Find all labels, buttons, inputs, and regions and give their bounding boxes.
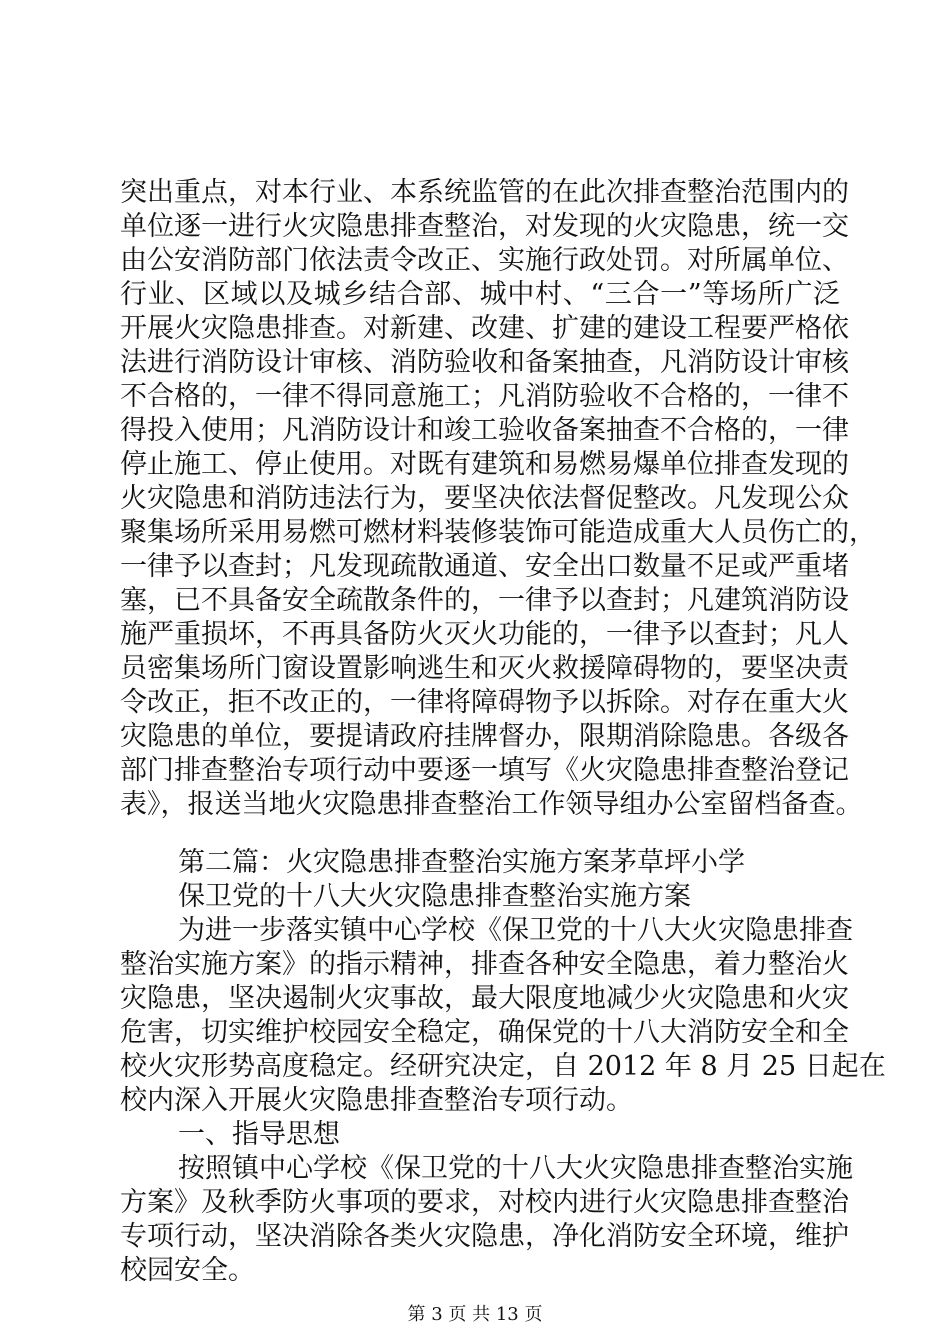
paragraph-line: 校火灾形势高度稳定。经研究决定，自 2012 年 8 月 25 日起在 — [120, 1051, 886, 1082]
section-heading: 一、指导思想 — [178, 1119, 340, 1150]
paragraph-line: 灾隐患的单位，要提请政府挂牌督办，限期消除隐患。各级各 — [120, 721, 849, 752]
paragraph-line: 塞，已不具备安全疏散条件的，一律予以查封；凡建筑消防设 — [120, 585, 849, 616]
paragraph-line: 法进行消防设计审核、消防验收和备案抽查，凡消防设计审核 — [120, 347, 849, 378]
paragraph-line: 灾隐患，坚决遏制火灾事故，最大限度地减少火灾隐患和火灾 — [120, 983, 849, 1014]
paragraph-line: 停止施工、停止使用。对既有建筑和易燃易爆单位排查发现的 — [120, 449, 849, 480]
paragraph-line: 一律予以查封；凡发现疏散通道、安全出口数量不足或严重堵 — [120, 551, 849, 582]
paragraph-line: 开展火灾隐患排查。对新建、改建、扩建的建设工程要严格依 — [120, 313, 849, 344]
paragraph-line: 得投入使用；凡消防设计和竣工验收备案抽查不合格的，一律 — [120, 415, 849, 446]
paragraph-line: 火灾隐患和消防违法行为，要坚决依法督促整改。凡发现公众 — [120, 483, 849, 514]
paragraph-line: 聚集场所采用易燃可燃材料装修装饰可能造成重大人员伤亡的， — [120, 517, 876, 548]
paragraph-line: 不合格的，一律不得同意施工；凡消防验收不合格的，一律不 — [120, 381, 849, 412]
document-title: 保卫党的十八大火灾隐患排查整治实施方案 — [178, 881, 691, 912]
paragraph-line: 员密集场所门窗设置影响逃生和灭火救援障碍物的，要坚决责 — [120, 653, 849, 684]
paragraph-line: 突出重点，对本行业、本系统监管的在此次排查整治范围内的 — [120, 177, 849, 208]
paragraph-line: 方案》及秋季防火事项的要求，对校内进行火灾隐患排查整治 — [120, 1187, 849, 1218]
paragraph-line: 施严重损坏，不再具备防火灭火功能的，一律予以查封；凡人 — [120, 619, 849, 650]
paragraph-line: 单位逐一进行火灾隐患排查整治，对发现的火灾隐患，统一交 — [120, 211, 849, 242]
paragraph-line: 校内深入开展火灾隐患排查整治专项行动。 — [120, 1085, 633, 1116]
paragraph-line: 校园安全。 — [120, 1255, 255, 1286]
paragraph-line: 专项行动，坚决消除各类火灾隐患，净化消防安全环境，维护 — [120, 1221, 849, 1252]
paragraph-line: 按照镇中心学校《保卫党的十八大火灾隐患排查整治实施 — [178, 1153, 853, 1184]
paragraph-line: 由公安消防部门依法责令改正、实施行政处罚。对所属单位、 — [120, 245, 849, 276]
paragraph-line: 表》，报送当地火灾隐患排查整治工作领导组办公室留档备查。 — [120, 789, 863, 820]
paragraph-line: 危害，切实维护校园安全稳定，确保党的十八大消防安全和全 — [120, 1017, 849, 1048]
paragraph-line: 为进一步落实镇中心学校《保卫党的十八大火灾隐患排查 — [178, 915, 853, 946]
paragraph-line: 部门排查整治专项行动中要逐一填写《火灾隐患排查整治登记 — [120, 755, 849, 786]
paragraph-line: 整治实施方案》的指示精神，排查各种安全隐患，着力整治火 — [120, 949, 849, 980]
paragraph-line: 行业、区域以及城乡结合部、城中村、“三合一”等场所广泛 — [120, 279, 840, 310]
paragraph-line: 令改正，拒不改正的，一律将障碍物予以拆除。对存在重大火 — [120, 687, 849, 718]
page-footer: 第 3 页 共 13 页 — [407, 1304, 543, 1325]
section-title: 第二篇：火灾隐患排查整治实施方案茅草坪小学 — [178, 847, 745, 878]
